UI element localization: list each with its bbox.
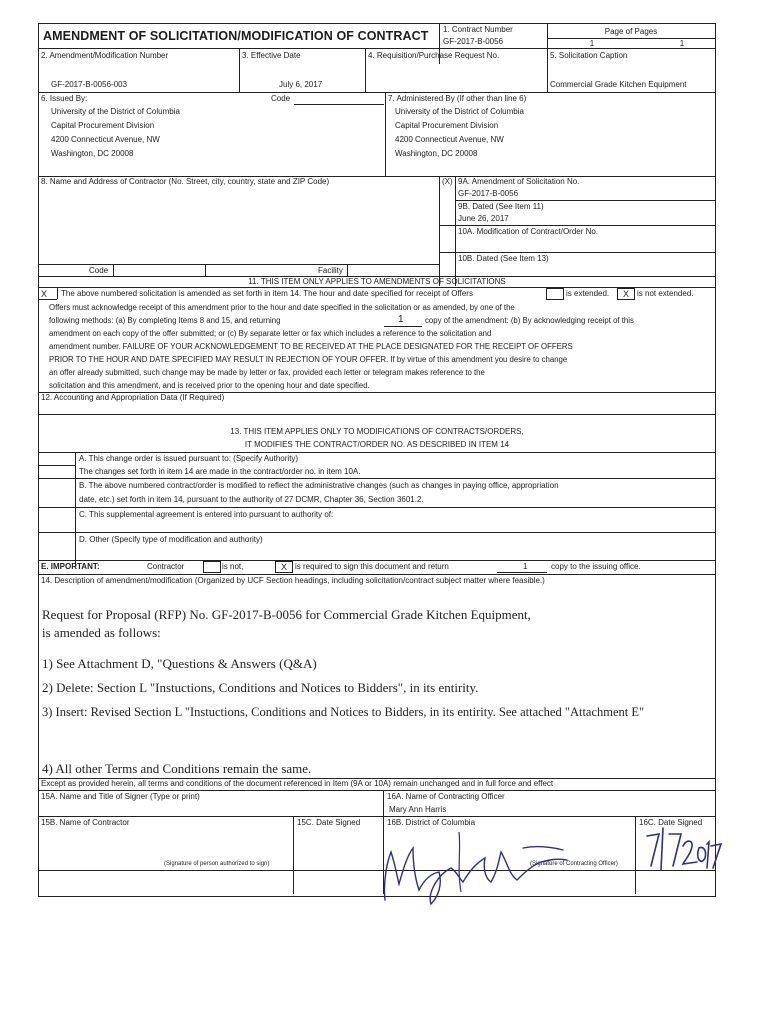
item11-heading: 11. THIS ITEM ONLY APPLIES TO AMENDMENTS OF SOLICITATIONS (248, 277, 506, 286)
issued-line-4: Washington, DC 20008 (51, 149, 134, 158)
item13-b-1: B. The above numbered contract/order is modified to reflect the administrative changes (such as changes in paying office, appropriation (79, 481, 559, 490)
contractor-label: 8. Name and Address of Contractor (No. Street, city, country, state and ZIP Code) (41, 177, 330, 186)
item11-line-4: amendment on each copy of the offer submitted; or (c) By separate letter or fax which includes a reference to the solicitation and (49, 329, 492, 338)
dated-10b-label: 10B. Dated (See Item 13) (458, 254, 549, 263)
item14-step-1: 1) See Attachment D, "Questions & Answers (Q&A) (42, 656, 317, 671)
important-copies: 1 (523, 562, 528, 571)
contractor-code-label: Code (89, 266, 109, 275)
except-clause: Except as provided herein, all terms and conditions of the document referenced in Item (9A or 10A) remain unchanged and in full force and effect (41, 779, 554, 788)
administered-label: 7. Administered By (If other than line 6) (388, 94, 527, 103)
item11-line-3b: copy of the amendment: (b) By acknowledging receipt of this (425, 316, 634, 325)
item14-step-2: 2) Delete: Section L "Instuctions, Conditions and Notices to Bidders", in its entirity. (42, 680, 479, 695)
item11-line-3a: following methods: (a) By completing Items 8 and 15, and returning (49, 316, 281, 325)
item14-step-4: 4) All other Terms and Conditions remain the same. (42, 761, 312, 776)
amendment-number-label: 2. Amendment/Modification Number (41, 51, 169, 60)
effective-date-label: 3. Effective Date (242, 51, 301, 60)
contract-number-label: 1. Contract Number (443, 25, 513, 34)
officer-handwritten-signature (373, 812, 603, 912)
item11-line-7: an offer already submitted, such change may be made by letter or fax, provided each letter or telegram makes reference to the (49, 368, 485, 377)
item14-step-3: 3) Insert: Revised Section L "Instuctions, Conditions and Notices to Bidders, in its entirity. See attached "Attachment E" (42, 705, 645, 719)
contracting-officer-label: 16A. Name of Contracting Officer (387, 792, 505, 801)
administered-line-1: University of the District of Columbia (395, 107, 524, 116)
solicitation-amendment-number: GF-2017-B-0056 (458, 189, 519, 198)
dated-9b-label: 9B. Dated (See Item 11) (458, 202, 544, 211)
issued-line-1: University of the District of Columbia (51, 107, 180, 116)
issued-line-3: 4200 Connecticut Avenue, NW (51, 135, 160, 144)
contract-number: GF-2017-B-0056 (443, 37, 504, 46)
modification-10a-label: 10A. Modification of Contract/Order No. (458, 227, 599, 236)
is-required-checkbox[interactable]: X (275, 561, 293, 573)
important-label: E. IMPORTANT: (41, 562, 100, 571)
important-is-not: is not, (222, 562, 244, 571)
item13-a-2: The changes set forth in item 14 are made in the contract/order no. in item 10A. (79, 467, 361, 476)
requisition-label: 4. Requisition/Purchase Request No. (368, 51, 500, 60)
solicitation-caption-label: 5. Solicitation Caption (550, 51, 628, 60)
administered-line-3: 4200 Connecticut Avenue, NW (395, 135, 504, 144)
item13-d: D. Other (Specify type of modification and authority) (79, 535, 263, 544)
not-extended-label: is not extended. (637, 289, 694, 298)
item11-line-6: PRIOR TO THE HOUR AND DATE SPECIFIED MAY RESULT IN REJECTION OF YOUR OFFER. If by virtue of this amendment you desire to change (49, 355, 568, 364)
officer-date-label: 16C. Date Signed (639, 818, 703, 827)
pages-count: 1 (679, 39, 685, 48)
item13-c: C. This supplemental agreement is entered into pursuant to authority of: (79, 510, 334, 519)
administered-line-2: Capital Procurement Division (395, 121, 499, 130)
issued-by-label: 6. Issued By: (41, 94, 88, 103)
extended-checkbox[interactable] (546, 288, 564, 300)
signer-name-label: 15A. Name and Title of Signer (Type or print) (41, 792, 200, 801)
issued-code-label: Code (271, 94, 291, 103)
important-contractor: Contractor (147, 562, 185, 571)
solicitation-caption: Commercial Grade Kitchen Equipment (550, 80, 687, 89)
effective-date: July 6, 2017 (279, 80, 323, 89)
item11-line-2: Offers must acknowledge receipt of this amendment prior to the hour and date specified in the solicitation or as amended, by one of the (49, 303, 515, 312)
contractor-signature-caption: (Signature of person authorized to sign) (164, 861, 270, 867)
item14-paragraph-2: is amended as follows: (42, 625, 161, 640)
item9-mark: (X) (442, 177, 453, 186)
item14-label: 14. Description of amendment/modification (Organized by UCF Section headings, including solicitation/contract subject matter where feasible.) (41, 576, 545, 585)
not-extended-checkbox[interactable]: X (617, 288, 635, 300)
contractor-date-label: 15C. Date Signed (297, 818, 361, 827)
important-tail: copy to the issuing office. (551, 562, 641, 571)
item13-a-1: A. This change order is issued pursuant to: (Specify Authority) (79, 454, 299, 463)
facility-label: Facility (318, 266, 343, 275)
item11-copies: 1 (398, 314, 404, 325)
form-title: AMENDMENT OF SOLICITATION/MODIFICATION OF CONTRACT (43, 29, 429, 43)
is-not-checkbox[interactable] (203, 561, 221, 573)
contracting-officer-name: Mary Ann Harris (389, 805, 447, 814)
amendment-number: GF-2017-B-0056-003 (51, 80, 128, 89)
page-number: 1 (589, 39, 595, 48)
extended-label: is extended. (566, 289, 610, 298)
amendment-form (38, 23, 716, 897)
officer-signature-caption: (Signature of Contracting Officer) (530, 861, 618, 867)
item13-b-2: date, etc.) set forth in item 14, pursuant to the authority of 27 DCMR, Chapter 36, Section 3601.2. (79, 495, 424, 504)
item11-line-8: solicitation and this amendment, and is received prior to the opening hour and date specified. (49, 381, 370, 390)
officer-handwritten-date (643, 824, 723, 874)
item11-check: X (41, 289, 48, 299)
item11-line-5: amendment number. FAILURE OF YOUR ACKNOWLEDGEMENT TO BE RECEIVED AT THE PLACE DESIGNATED FOR THE RECEIPT OF OFFERS (49, 342, 573, 351)
page-of-pages-label: Page of Pages (604, 27, 658, 36)
accounting-label: 12. Accounting and Appropriation Data (If Required) (41, 393, 225, 402)
contractor-name-label: 15B. Name of Contractor (41, 818, 130, 827)
item13-heading-2: IT MODIFIES THE CONTRACT/ORDER NO. AS DESCRIBED IN ITEM 14 (244, 440, 510, 449)
solicitation-amendment-label: 9A. Amendment of Solicitation No. (458, 177, 580, 186)
item13-heading-1: 13. THIS ITEM APPLIES ONLY TO MODIFICATIONS OF CONTRACTS/ORDERS, (230, 427, 524, 436)
district-label: 16B. District of Columbia (387, 818, 476, 827)
item14-paragraph-1: Request for Proposal (RFP) No. GF-2017-B-0056 for Commercial Grade Kitchen Equipment, (42, 607, 531, 622)
issued-line-2: Capital Procurement Division (51, 121, 155, 130)
item11-line-1: The above numbered solicitation is amended as set forth in item 14. The hour and date specified for receipt of Offers (61, 289, 473, 298)
administered-line-4: Washington, DC 20008 (395, 149, 478, 158)
important-required: is required to sign this document and return (295, 562, 449, 571)
dated-9b-value: June 26, 2017 (458, 214, 509, 223)
